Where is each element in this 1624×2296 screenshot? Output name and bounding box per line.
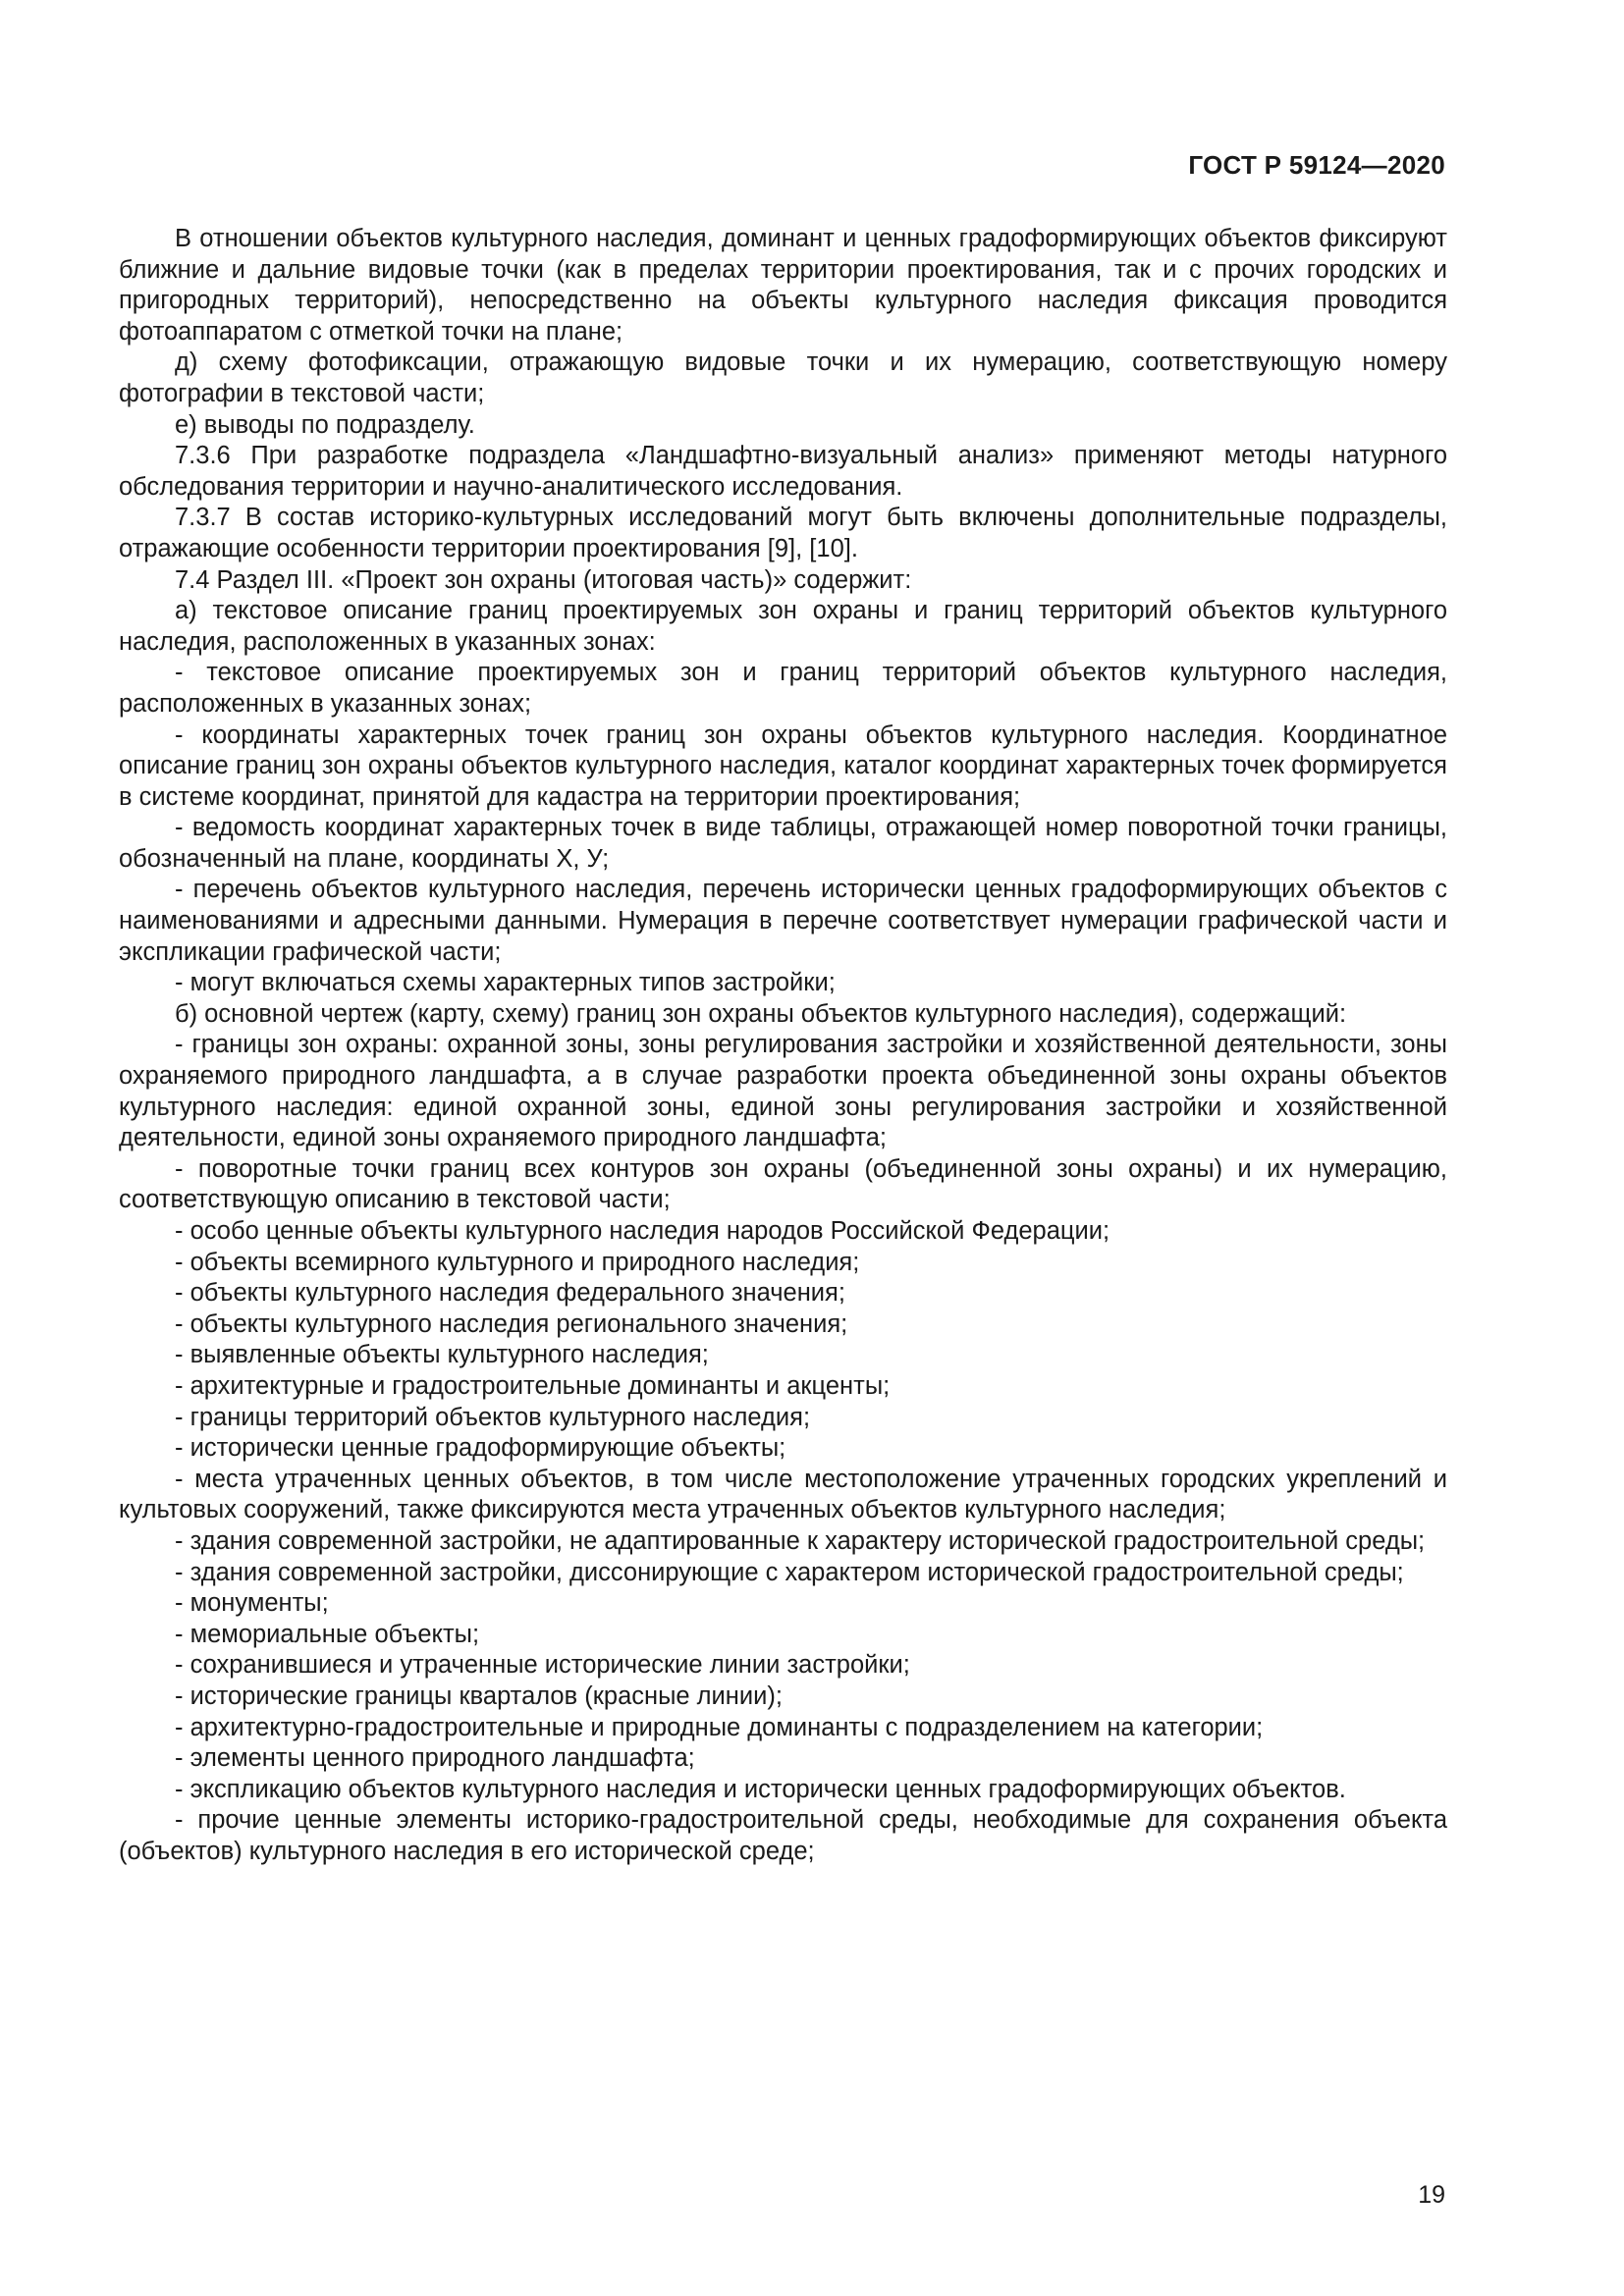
list-item: - монументы; [175,1589,329,1618]
list-item: - здания современной застройки, не адаптированные к характеру исторической градостроительной среды; [175,1526,1426,1555]
paragraph-item-e: е) выводы по подразделу. [175,410,475,439]
list-item: - объекты культурного наследия регионального значения; [175,1309,848,1338]
list-item: - здания современной застройки, диссонирующие с характером исторической градостроительной среды; [175,1558,1404,1586]
list-item: - исторически ценные градоформирующие объекты; [175,1434,786,1463]
list-item: - сохранившиеся и утраченные исторические линии застройки; [175,1651,910,1680]
list-item: - архитектурно-градостроительные и природные доминанты с подразделением на категории; [175,1713,1264,1741]
list-item: - архитектурные и градостроительные доминанты и акценты; [175,1371,891,1400]
list-item: - границы территорий объектов культурного наследия; [175,1403,811,1431]
paragraph-7-3-6: 7.3.6 При разработке подраздела «Ландшафтно-визуальный анализ» применяют методы натурного обследования территории и научно-аналитического исследования. [119,442,1447,501]
page-number: 19 [1418,2181,1445,2209]
list-item: - объекты всемирного культурного и природного наследия; [175,1248,860,1276]
paragraph-7-3-7: 7.3.7 В состав историко-культурных исследований могут быть включены дополнительные подразделы, отражающие особенности территории проектирования [9], [10]. [119,504,1447,562]
list-item: - границы зон охраны: охранной зоны, зоны регулирования застройки и хозяйственной деятельности, зоны охраняемого природного ландшафта, а в случае разработки проекта объединенной зоны охраны объектов культурного наследия: единой охранной зоны, единой зоны регулирования застройки и хозяйственной деятельности, единой зоны охраняемого природного ландшафта; [119,1031,1447,1152]
list-item: - места утраченных ценных объектов, в том числе местоположение утраченных городских укреплений и культовых сооружений, также фиксируются места утраченных объектов культурного наследия; [119,1465,1447,1524]
list-item: - перечень объектов культурного наследия, перечень исторически ценных градоформирующих объектов с наименованиями и адресными данными. Нумерация в перечне соответствует нумерации графической части и экспликации графической части; [119,876,1447,966]
paragraph-item-d: д) схему фотофиксации, отражающую видовые точки и их нумерацию, соответствующую номеру фотографии в текстовой части; [119,348,1447,407]
list-item: - объекты культурного наследия федерального значения; [175,1279,845,1308]
list-item: - исторические границы кварталов (красные линии); [175,1682,783,1710]
document-body [119,224,1447,1867]
list-item: - поворотные точки границ всех контуров зон охраны (объединенной зоны охраны) и их нумерацию, соответствующую описанию в текстовой части; [119,1154,1447,1214]
list-item: - особо ценные объекты культурного наследия народов Российской Федерации; [175,1217,1110,1245]
list-item: - координаты характерных точек границ зон охраны объектов культурного наследия. Координатное описание границ зон охраны объектов культурного наследия, каталог координат характерных точек формируется в системе координат, принятой для кадастра на территории проектирования; [119,721,1447,811]
list-item: - ведомость координат характерных точек в виде таблицы, отражающей номер поворотной точки границы, обозначенный на плане, координаты X, У; [119,814,1447,873]
list-item: - текстовое описание проектируемых зон и границ территорий объектов культурного наследия, расположенных в указанных зонах; [119,659,1447,718]
paragraph-item-a: а) текстовое описание границ проектируемых зон охраны и границ территорий объектов культурного наследия, расположенных в указанных зонах: [119,597,1447,656]
paragraph-photo-fixation: В отношении объектов культурного наследия, доминант и ценных градоформирующих объектов фиксируют ближние и дальние видовые точки (как в пределах территории проектирования, так и с прочих городских и пригородных территорий), непосредственно на объекты культурного наследия фиксация проводится фотоаппаратом с отметкой точки на плане; [119,225,1447,346]
paragraph-7-4: 7.4 Раздел III. «Проект зон охраны (итоговая часть)» содержит: [175,565,912,594]
list-item: - прочие ценные элементы историко-градостроительной среды, необходимые для сохранения объекта (объектов) культурного наследия в его исторической среде; [119,1806,1447,1865]
list-item: - экспликацию объектов культурного наследия и исторически ценных градоформирующих объектов. [175,1775,1346,1803]
list-item: - мемориальные объекты; [175,1620,480,1648]
list-item: - выявленные объекты культурного наследия; [175,1341,709,1369]
document-header-standard-id: ГОСТ Р 59124—2020 [1188,150,1445,180]
list-item: - элементы ценного природного ландшафта; [175,1744,695,1773]
list-item: - могут включаться схемы характерных типов застройки; [175,969,836,997]
paragraph-item-b: б) основной чертеж (карту, схему) границ зон охраны объектов культурного наследия), содержащий: [175,999,1347,1028]
